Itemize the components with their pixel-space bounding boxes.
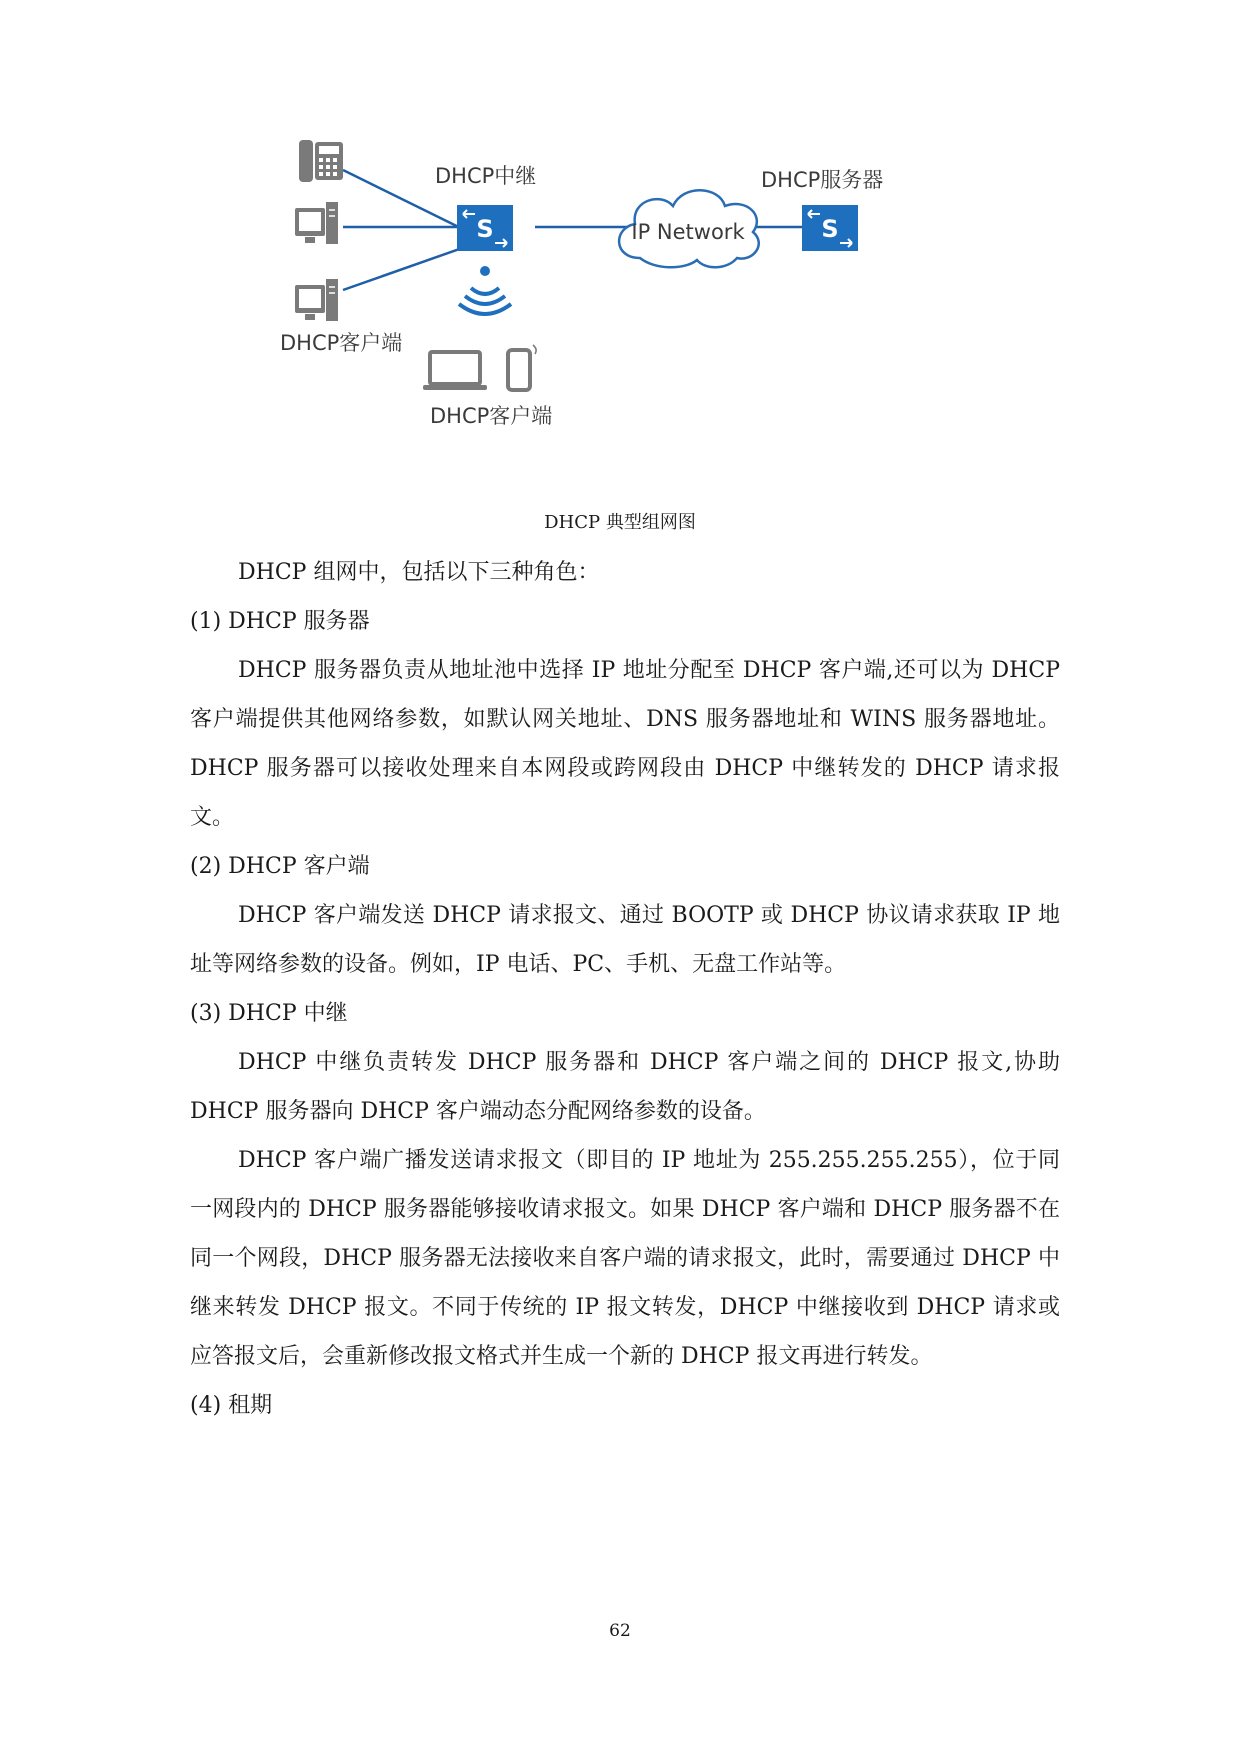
section-heading-server: (1) DHCP 服务器 [190, 609, 370, 634]
intro-paragraph: DHCP 组网中，包括以下三种角色： [238, 560, 600, 585]
server-paragraph: DHCP 服务器负责从地址池中选择 IP 地址分配至 DHCP 客户端,还可以为 DHCP 客户端提供其他网络参数，如默认网关地址、DNS 服务器地址和 WINS 服务器地址。DHCP 服务器可以接收处理来自本网段或跨网段由 DHCP 中继转发的 DHCP 请求报文。 [190, 658, 1060, 830]
relay-paragraph: DHCP 中继负责转发 DHCP 服务器和 DHCP 客户端之间的 DHCP 报文,协助 DHCP 服务器向 DHCP 客户端动态分配网络参数的设备。 [190, 1050, 1060, 1124]
relay-detail-paragraph: DHCP 客户端广播发送请求报文（即目的 IP 地址为 255.255.255.255），位于同一网段内的 DHCP 服务器能够接收请求报文。如果 DHCP 客户端和 DHCP 服务器不在同一个网段，DHCP 服务器无法接收来自客户端的请求报文，此时，需要通过 DHCP 中继来转发 DHCP 报文。不同于传统的 IP 报文转发，DHCP 中继接收到 DHCP 请求或应答报文后，会重新修改报文格式并生成一个新的 DHCP 报文再进行转发。 [190, 1148, 1060, 1369]
dhcp-network-diagram [280, 140, 995, 490]
cloud-label: IP Network [631, 220, 745, 244]
svg-text:S: S [821, 215, 839, 243]
section-heading-lease: (4) 租期 [190, 1393, 273, 1418]
ip-network-cloud-icon [619, 190, 759, 267]
smartphone-icon [508, 345, 536, 390]
desktop-pc-icon [295, 279, 338, 321]
relay-switch-icon [457, 205, 513, 251]
relay-label: DHCP中继 [435, 164, 537, 188]
wireless-signal-icon [459, 266, 511, 314]
desktop-pc-icon [295, 202, 338, 244]
body-text [190, 548, 1060, 1430]
server-label: DHCP服务器 [761, 168, 884, 192]
wired-clients-label: DHCP客户端 [280, 331, 403, 355]
svg-text:S: S [476, 215, 494, 243]
page-number: 62 [609, 1621, 631, 1641]
ip-phone-icon [299, 140, 343, 182]
section-heading-relay: (3) DHCP 中继 [190, 1001, 348, 1026]
laptop-icon [423, 352, 487, 390]
section-heading-client: (2) DHCP 客户端 [190, 854, 370, 879]
wireless-clients-label: DHCP客户端 [430, 404, 553, 428]
client-paragraph: DHCP 客户端发送 DHCP 请求报文、通过 BOOTP 或 DHCP 协议请求获取 IP 地址等网络参数的设备。例如，IP 电话、PC、手机、无盘工作站等。 [190, 903, 1060, 977]
figure-caption: DHCP 典型组网图 [544, 512, 696, 533]
server-switch-icon [802, 205, 858, 251]
